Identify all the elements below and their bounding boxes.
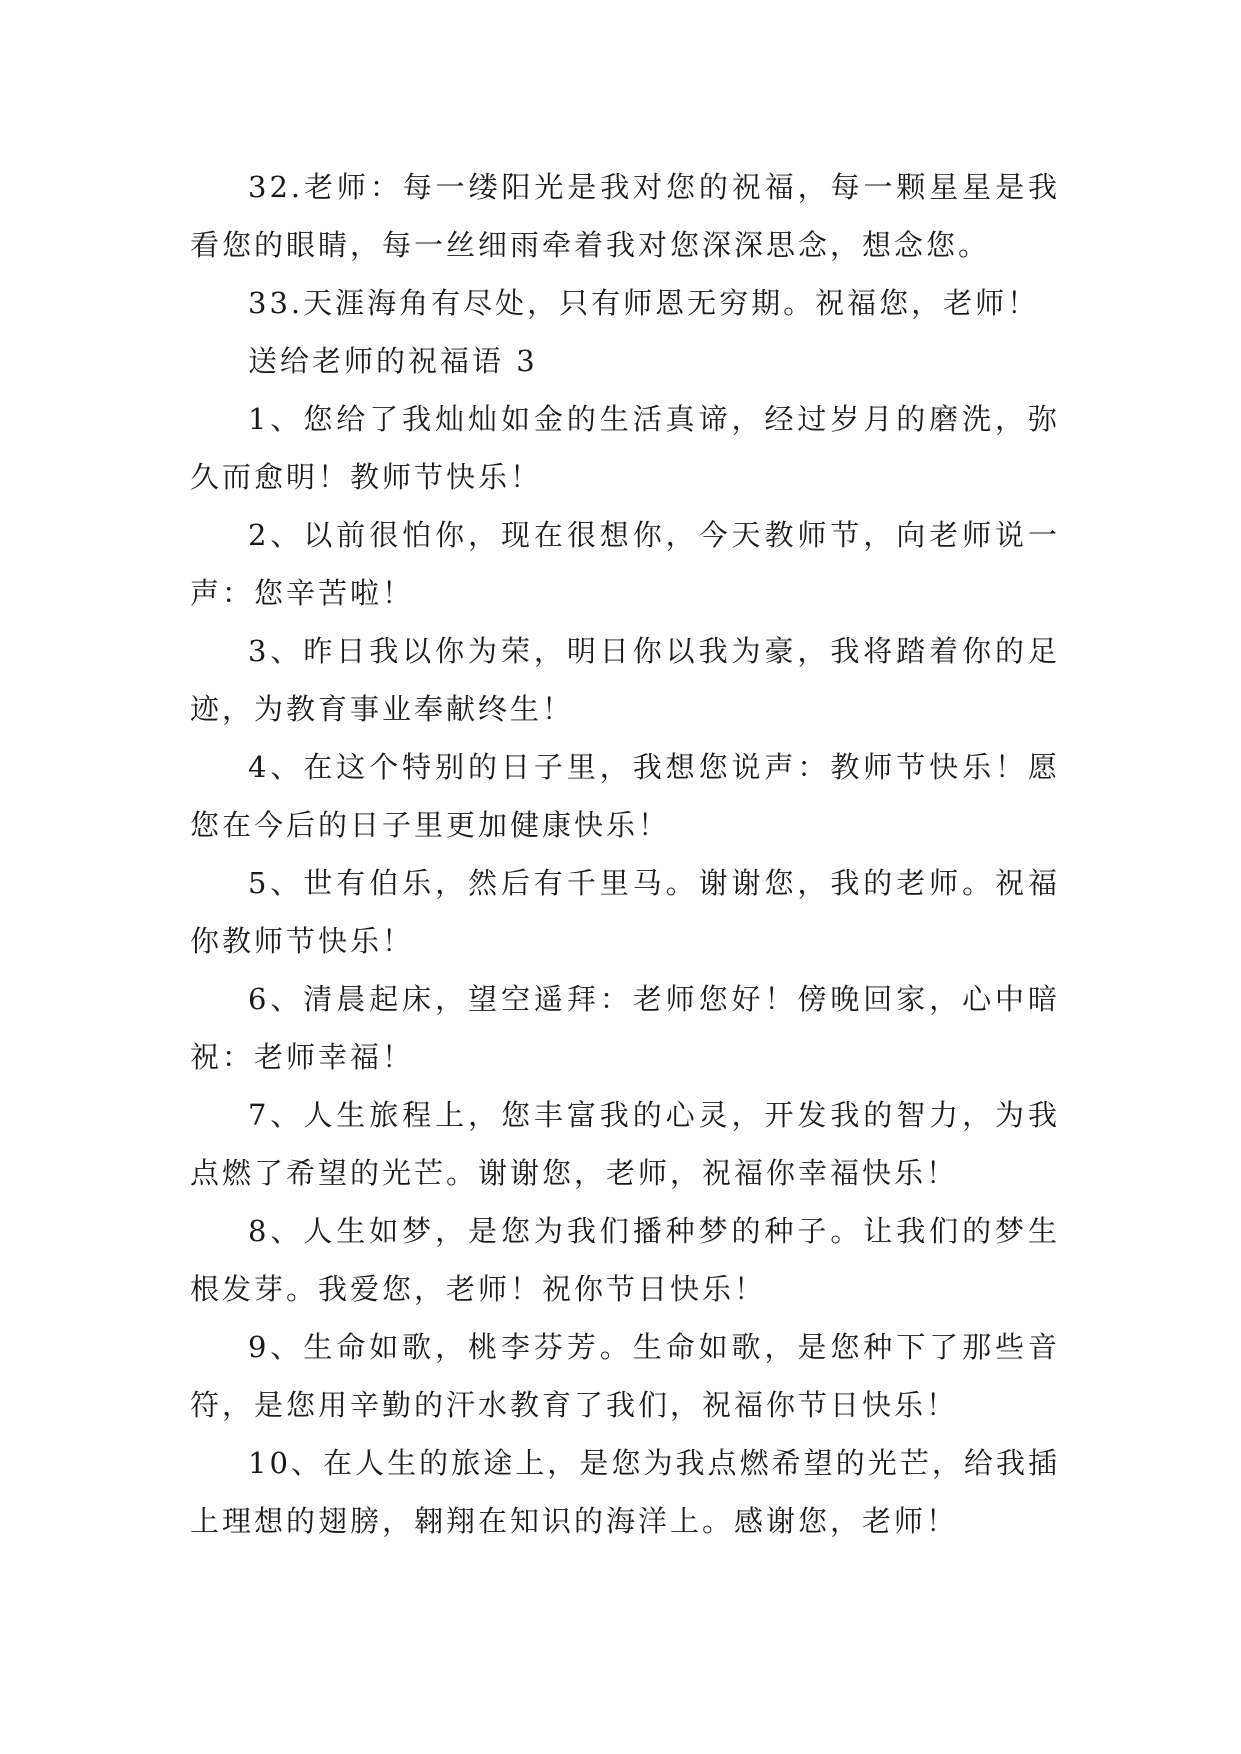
paragraph-5: 5、世有伯乐，然后有千里马。谢谢您，我的老师。祝福你教师节快乐！: [190, 866, 1060, 958]
paragraph-2: 2、以前很怕你，现在很想你，今天教师节，向老师说一声：您辛苦啦！: [190, 518, 1060, 610]
paragraph-3: 3、昨日我以你为荣，明日你以我为豪，我将踏着你的足迹，为教育事业奉献终生！: [190, 634, 1060, 726]
paragraph-33: 33.天涯海角有尽处，只有师恩无穷期。祝福您，老师！: [248, 286, 1040, 320]
paragraph-32: 32.老师：每一缕阳光是我对您的祝福，每一颗星星是我看您的眼睛，每一丝细雨牵着我对您深深思念，想念您。: [190, 170, 1060, 262]
document-body: [190, 158, 1060, 1550]
section-heading: 送给老师的祝福语 3: [248, 344, 538, 378]
paragraph-10: 10、在人生的旅途上，是您为我点燃希望的光芒，给我插上理想的翅膀，翱翔在知识的海洋上。感谢您，老师！: [190, 1446, 1060, 1538]
paragraph-9: 9、生命如歌，桃李芬芳。生命如歌，是您种下了那些音符，是您用辛勤的汗水教育了我们，祝福你节日快乐！: [190, 1330, 1060, 1422]
paragraph-7: 7、人生旅程上，您丰富我的心灵，开发我的智力，为我点燃了希望的光芒。谢谢您，老师，祝福你幸福快乐！: [190, 1098, 1060, 1190]
paragraph-6: 6、清晨起床，望空遥拜：老师您好！傍晚回家，心中暗祝：老师幸福！: [190, 982, 1060, 1074]
paragraph-4: 4、在这个特别的日子里，我想您说声：教师节快乐！愿您在今后的日子里更加健康快乐！: [190, 750, 1060, 842]
paragraph-1: 1、您给了我灿灿如金的生活真谛，经过岁月的磨洗，弥久而愈明！教师节快乐！: [190, 402, 1060, 494]
paragraph-8: 8、人生如梦，是您为我们播种梦的种子。让我们的梦生根发芽。我爱您，老师！祝你节日快乐！: [190, 1214, 1060, 1306]
